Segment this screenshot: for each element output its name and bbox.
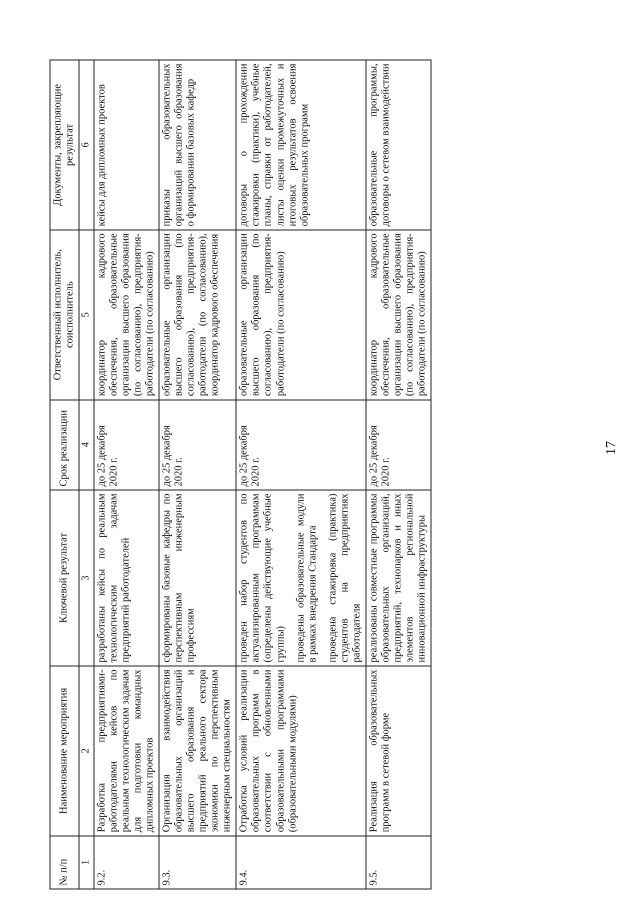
header-result: Ключевой результат: [50, 490, 79, 666]
activity-name: Организация взаимодействия образовательных организаций высшего образования и предприятий реального сектора экономики по перспективным инженерным специальностям: [159, 666, 236, 836]
activity-name: Отработка условий реализации образовательных программ в соответствии с обновленными образовательными программами (образовательными модулями): [236, 666, 366, 836]
column-number: 6: [79, 60, 94, 230]
documents: приказы образовательных организаций высшего образования о формировании базовых кафедр: [159, 60, 236, 230]
responsible: образовательные организации высшего образования (по согласованию), предприятия-работодатели (по согласованию), координатор кадрового обеспечения: [159, 230, 236, 400]
table-row: [159, 60, 236, 889]
responsible: координатор кадрового обеспечения, образовательные организации высшего образования (по согласованию), предприятия-работодатели (по согласованию): [94, 230, 159, 400]
table-row: [94, 60, 159, 889]
row-number: 9.2.: [94, 836, 159, 889]
key-result-item: реализованы совместные программы образовательных организаций, предприятий, технопарков и иных элементов региональной инновационной инфраструктуры: [368, 493, 428, 663]
responsible: координатор кадрового обеспечения, образовательные организации высшего образования (по согласованию), предприятия-работодатели (по согласованию): [366, 230, 431, 400]
activities-table: [50, 60, 432, 890]
responsible: образовательные организации высшего образования (по согласованию), предприятия-работодатели (по согласованию): [236, 230, 366, 400]
key-result-item: проведен набор студентов по актуализированным программам (определены действующие учебные группы): [238, 493, 286, 663]
page-number: 17: [604, 441, 619, 455]
column-number: 4: [79, 400, 94, 490]
column-number: 1: [79, 836, 94, 889]
key-result-item: сформированы базовые кафедры по перспективным инженерным профессиям: [161, 493, 197, 663]
activity-name: Разработка предприятиями-работодателями кейсов по реальным технологическим задачам для подготовки командных дипломных проектов: [94, 666, 159, 836]
table-container: [50, 60, 595, 890]
row-number: 9.5.: [366, 836, 431, 889]
table-row: [236, 60, 366, 889]
header-num: № п/п: [50, 836, 79, 889]
header-responsible: Ответственный исполнитель, соисполнитель: [50, 230, 79, 400]
key-result-item: разработаны кейсы по реальным технологическим задачам предприятий работодателей: [96, 493, 132, 663]
header-deadline: Срок реализации: [50, 400, 79, 490]
documents: кейсы для дипломных проектов: [94, 60, 159, 230]
deadline: до 25 декабря 2020 г.: [159, 400, 236, 490]
key-result-item: проведены образовательные модули в рамках внедрения Стандарта: [295, 493, 319, 663]
column-number: 2: [79, 666, 94, 836]
column-number-row: [79, 60, 94, 889]
table-rotation-frame: [49, 60, 640, 886]
column-number: 3: [79, 490, 94, 666]
header-documents: Документы, закрепляющие результат: [50, 60, 79, 230]
key-result: [94, 490, 159, 666]
column-number: 5: [79, 230, 94, 400]
table-row: [366, 60, 431, 889]
key-result-item: проведена стажировка (практика) студентов на предприятиях работодателя: [327, 493, 363, 663]
deadline: до 25 декабря 2020 г.: [236, 400, 366, 490]
key-result: [159, 490, 236, 666]
key-result: [236, 490, 366, 666]
activity-name: Реализация образовательных программ в сетевой форме: [366, 666, 431, 836]
documents: образовательные программы, договоры о сетевом взаимодействии: [366, 60, 431, 230]
header-name: Наименование мероприятия: [50, 666, 79, 836]
row-number: 9.4.: [236, 836, 366, 889]
row-number: 9.3.: [159, 836, 236, 889]
deadline: до 25 декабря 2020 г.: [94, 400, 159, 490]
header-row: [50, 60, 79, 889]
deadline: до 25 декабря 2020 г.: [366, 400, 431, 490]
documents: договоры о прохождении стажировки (практики), учебные планы, справки от работодателей, листы оценки промежуточных и итоговых результатов освоения образовательных программ: [236, 60, 366, 230]
key-result: [366, 490, 431, 666]
